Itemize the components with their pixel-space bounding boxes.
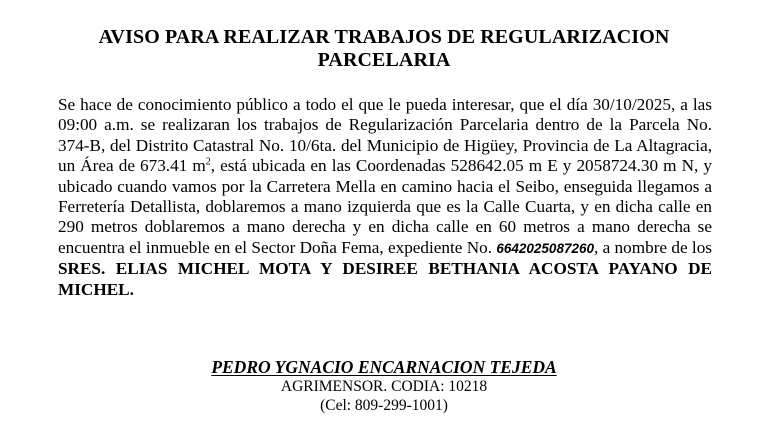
body-text-part3: , a nombre de los: [593, 237, 712, 257]
area-unit-superscript: 2: [205, 156, 211, 168]
owners-names: SRES. ELIAS MICHEL MOTA Y DESIREE BETHANIA ACOSTA PAYANO DE MICHEL.: [58, 259, 712, 299]
signature-phone: (Cel: 809-299-1001): [320, 396, 448, 414]
expediente-number: 6642025087260: [496, 240, 594, 256]
notice-title: [40, 26, 728, 72]
notice-title-line2: PARCELARIA: [317, 49, 451, 71]
body-text-part2: , está ubicada en las Coordenadas 528642.05 m E y 2058724.30 m N, y ubicado cuando vamos por la Carretera Mella en camino hacia el Seibo, enseguida llegamos a Ferretería Detallista, doblaremos a mano izquierda que es la Calle Cuarta, y en dicha calle en 290 metros doblaremos a mano derecha y en dicha calle en 60 metros a mano derecha se encuentra el inmueble en el Sector Doña Fema, expediente No.: [58, 156, 712, 257]
signature-name: PEDRO YGNACIO ENCARNACION TEJEDA: [211, 357, 557, 377]
signature-block: [100, 357, 668, 415]
body-text-part1: Se hace de conocimiento público a todo el que le pueda interesar, que el día 30/10/2025, a las 09:00 a.m. se realizaran los trabajos de Regularización Parcelaria dentro de la Parcela No. 374-B, del Distrito Catastral No. 10/6ta. del Municipio de Higüey, Provincia de La Altagracia, un Área de 673.41 m: [58, 95, 712, 176]
notice-title-line1: AVISO PARA REALIZAR TRABAJOS DE REGULARIZACION: [98, 26, 670, 48]
signature-title: AGRIMENSOR. CODIA: 10218: [280, 378, 488, 395]
notice-body: [58, 95, 712, 300]
